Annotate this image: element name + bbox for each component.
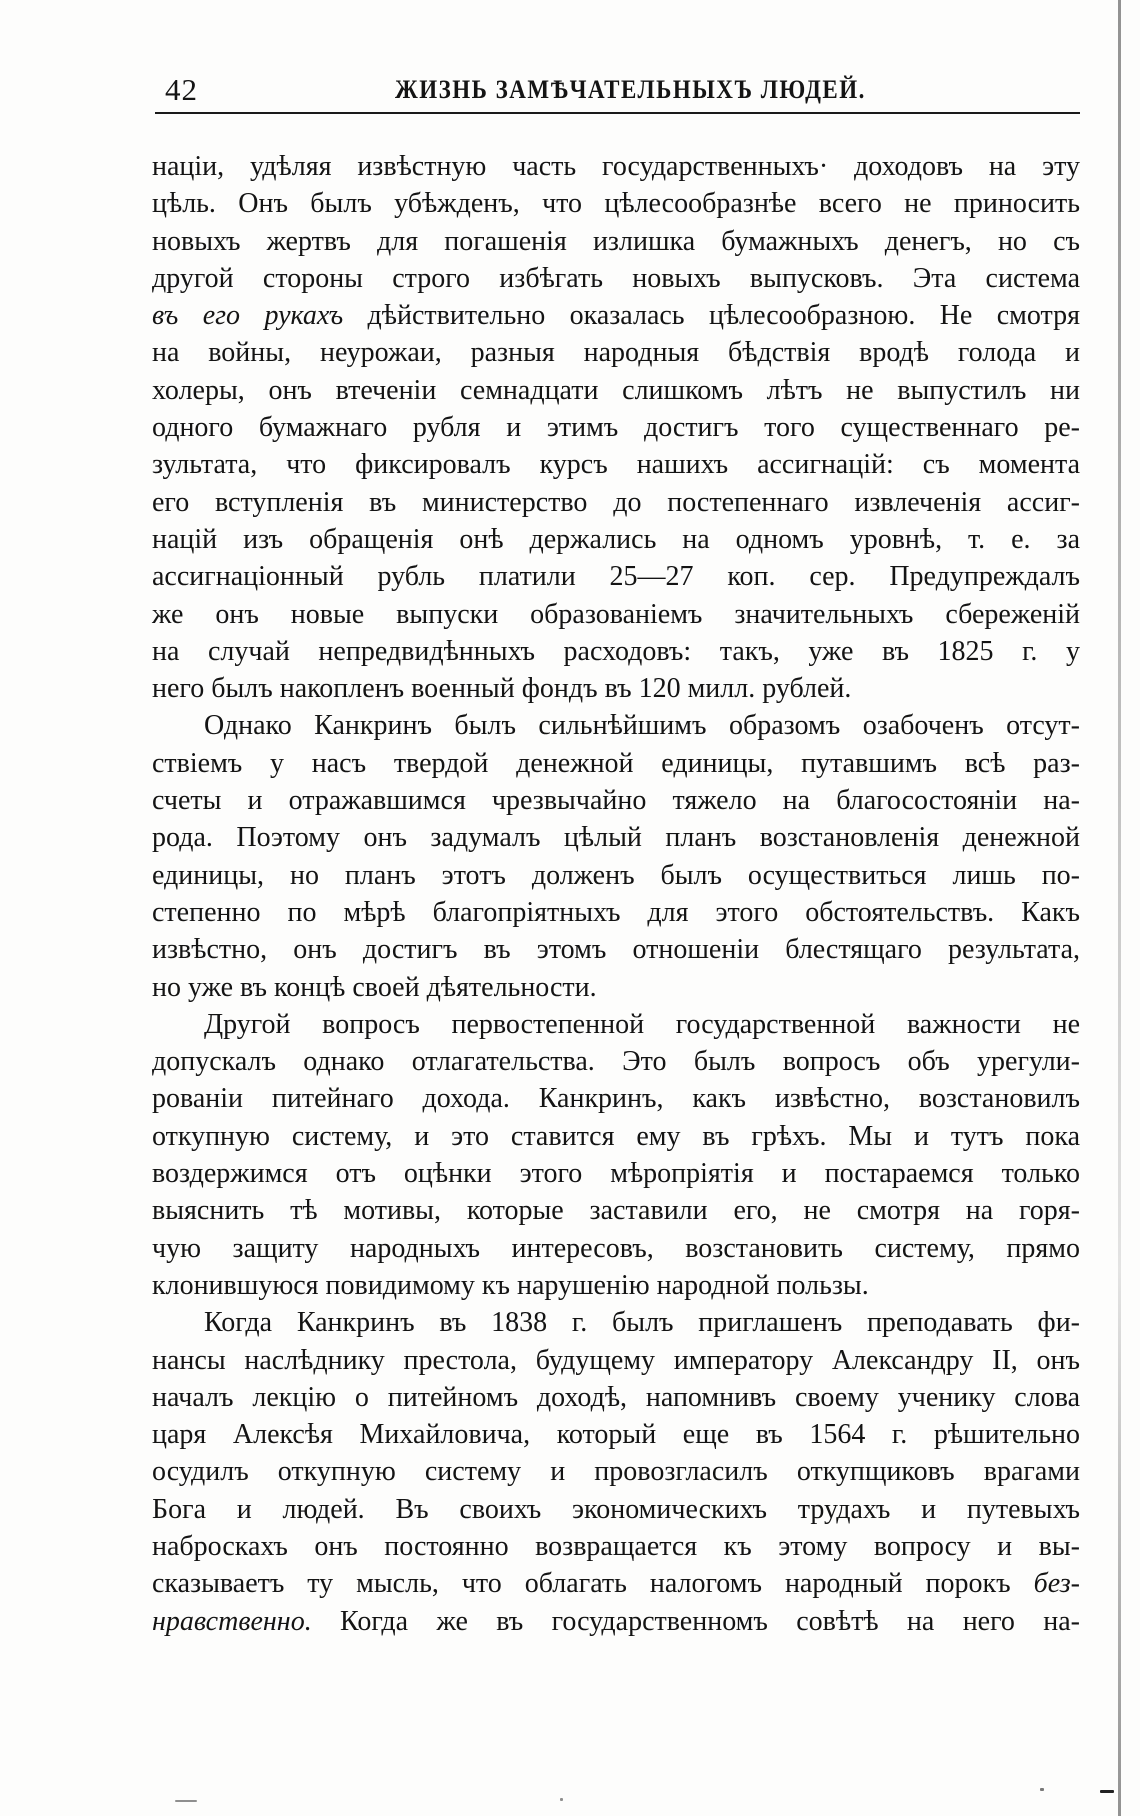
text-run: ствіемъ у насъ твердой денежной единицы, путавшимъ всѣ раз- <box>152 747 1080 779</box>
text-line <box>152 1267 1080 1304</box>
text-run: Бога и людей. Въ своихъ экономическихъ трудахъ и путевыхъ <box>152 1493 1080 1525</box>
text-line <box>152 931 1080 968</box>
text-run: осудилъ откупную систему и провозгласилъ откупщиковъ врагами <box>152 1456 1080 1488</box>
page-edge-shadow <box>1118 0 1121 1816</box>
text-run: Когда Канкринъ въ 1838 г. былъ приглашенъ преподавать фи- <box>204 1307 1080 1339</box>
text-line <box>152 372 1080 409</box>
italic-text: без- <box>1033 1568 1080 1600</box>
text-line <box>152 1192 1080 1229</box>
text-line <box>152 1118 1080 1155</box>
text-line <box>152 857 1080 894</box>
text-run: откупную систему, и это ставится ему въ грѣхъ. Мы и тутъ пока <box>152 1120 1080 1152</box>
text-run: извѣстно, онъ достигъ въ этомъ отношеніи блестящаго результата, <box>152 934 1080 966</box>
text-line <box>152 596 1080 633</box>
text-line <box>152 969 1080 1006</box>
text-run: допускалъ однако отлагательства. Это былъ вопросъ объ урегули- <box>152 1046 1080 1078</box>
text-run: единицы, но планъ этотъ долженъ былъ осуществиться лишь по- <box>152 859 1080 891</box>
text-line <box>152 819 1080 856</box>
text-run: рованіи питейнаго дохода. Канкринъ, какъ извѣстно, возстановилъ <box>152 1083 1080 1115</box>
text-line <box>152 1043 1080 1080</box>
text-run: зультата, что фиксировалъ курсъ нашихъ ассигнацій: съ момента <box>152 449 1080 481</box>
text-run: дѣйствительно оказалась цѣлесообразною. Не смотря <box>343 300 1080 332</box>
running-title: ЖИЗНЬ ЗАМѢЧАТЕЛЬНЫХЪ ЛЮДЕЙ. <box>395 75 866 104</box>
text-line <box>152 1080 1080 1117</box>
text-line <box>152 409 1080 446</box>
text-run: но уже въ концѣ своей дѣятельности. <box>152 971 597 1003</box>
text-run: другой стороны строго избѣгать новыхъ выпусковъ. Эта система <box>152 262 1080 294</box>
text-line <box>152 446 1080 483</box>
print-speck <box>560 1798 563 1801</box>
text-run: степенно по мѣрѣ благопріятныхъ для этого обстоятельствъ. Какъ <box>152 896 1080 928</box>
text-line <box>152 1491 1080 1528</box>
text-line <box>152 1565 1080 1602</box>
italic-text: въ его рукахъ <box>152 300 344 332</box>
text-run: Другой вопросъ первостепенной государственной важности не <box>204 1008 1080 1040</box>
print-speck <box>1100 1790 1114 1793</box>
text-run: цѣль. Онъ былъ убѣжденъ, что цѣлесообразнѣе всего не приносить <box>152 188 1080 220</box>
text-line <box>152 1603 1080 1640</box>
text-run: сказываетъ ту мысль, что облагать налогомъ народный порокъ <box>152 1568 1034 1600</box>
text-run: Когда же въ государственномъ совѣтѣ на него на- <box>311 1605 1080 1637</box>
print-speck <box>175 1800 197 1802</box>
text-run: него былъ накопленъ военный фондъ въ 120 милл. рублей. <box>152 673 852 705</box>
body-text <box>152 148 1080 1640</box>
text-run: націй изъ обращенія онѣ держались на одномъ уровнѣ, т. е. за <box>152 523 1080 555</box>
header-rule <box>155 112 1080 114</box>
text-line <box>152 260 1080 297</box>
text-line <box>152 185 1080 222</box>
text-run: Однако Канкринъ былъ сильнѣйшимъ образомъ озабоченъ отсут- <box>204 710 1080 742</box>
text-line <box>152 1304 1080 1341</box>
italic-text: нравственно. <box>152 1605 312 1637</box>
text-line <box>152 633 1080 670</box>
page-number: 42 <box>165 72 198 107</box>
text-line <box>152 148 1080 185</box>
text-run: клонившуюся повидимому къ нарушенію народной пользы. <box>152 1269 869 1301</box>
print-speck <box>1040 1788 1044 1791</box>
text-line <box>152 1379 1080 1416</box>
text-run: началъ лекцію о питейномъ доходѣ, напомнивъ своему ученику слова <box>152 1381 1080 1413</box>
text-line <box>152 521 1080 558</box>
text-run: его вступленія въ министерство до постепеннаго извлеченія ассиг- <box>152 486 1080 518</box>
text-run: чую защиту народныхъ интересовъ, возстановить систему, прямо <box>152 1232 1080 1264</box>
text-line <box>152 1416 1080 1453</box>
text-run: рода. Поэтому онъ задумалъ цѣлый планъ возстановленія денежной <box>152 822 1080 854</box>
text-run: ассигнаціонный рубль платили 25—27 коп. сер. Предупреждалъ <box>152 561 1080 593</box>
text-line <box>152 745 1080 782</box>
text-line <box>152 1453 1080 1490</box>
text-line <box>152 297 1080 334</box>
text-run: новыхъ жертвъ для погашенія излишка бумажныхъ денегъ, но съ <box>152 225 1080 257</box>
text-run: наброскахъ онъ постоянно возвращается къ этому вопросу и вы- <box>152 1530 1080 1562</box>
text-run: націи, удѣляя извѣстную часть государственныхъ· доходовъ на эту <box>152 151 1080 182</box>
text-run: царя Алексѣя Михайловича, который еще въ 1564 г. рѣшительно <box>152 1419 1080 1451</box>
text-run: на войны, неурожаи, разныя народныя бѣдствія вродѣ голода и <box>152 337 1080 369</box>
text-run: же онъ новые выпуски образованіемъ значительныхъ сбереженій <box>152 598 1080 630</box>
text-run: на случай непредвидѣнныхъ расходовъ: такъ, уже въ 1825 г. у <box>152 635 1080 667</box>
text-line <box>152 1342 1080 1379</box>
text-line <box>152 782 1080 819</box>
text-line <box>152 670 1080 707</box>
text-run: одного бумажнаго рубля и этимъ достигъ того существеннаго ре- <box>152 412 1080 444</box>
text-line <box>152 1155 1080 1192</box>
text-line <box>152 484 1080 521</box>
text-run: выяснить тѣ мотивы, которые заставили его, не смотря на горя- <box>152 1195 1080 1227</box>
text-line <box>152 558 1080 595</box>
page-header <box>155 70 1080 110</box>
text-line <box>152 894 1080 931</box>
text-line <box>152 1528 1080 1565</box>
text-line <box>152 334 1080 371</box>
text-line <box>152 223 1080 260</box>
text-line <box>152 1006 1080 1043</box>
text-run: холеры, онъ втеченіи семнадцати слишкомъ лѣтъ не выпустилъ ни <box>152 374 1080 406</box>
text-line <box>152 1230 1080 1267</box>
text-run: воздержимся отъ оцѣнки этого мѣропріятія и постараемся только <box>152 1158 1080 1190</box>
text-run: нансы наслѣднику престола, будущему императору Александру II, онъ <box>152 1344 1080 1376</box>
text-line <box>152 707 1080 744</box>
text-run: счеты и отражавшимся чрезвычайно тяжело на благосостояніи на- <box>152 785 1080 817</box>
